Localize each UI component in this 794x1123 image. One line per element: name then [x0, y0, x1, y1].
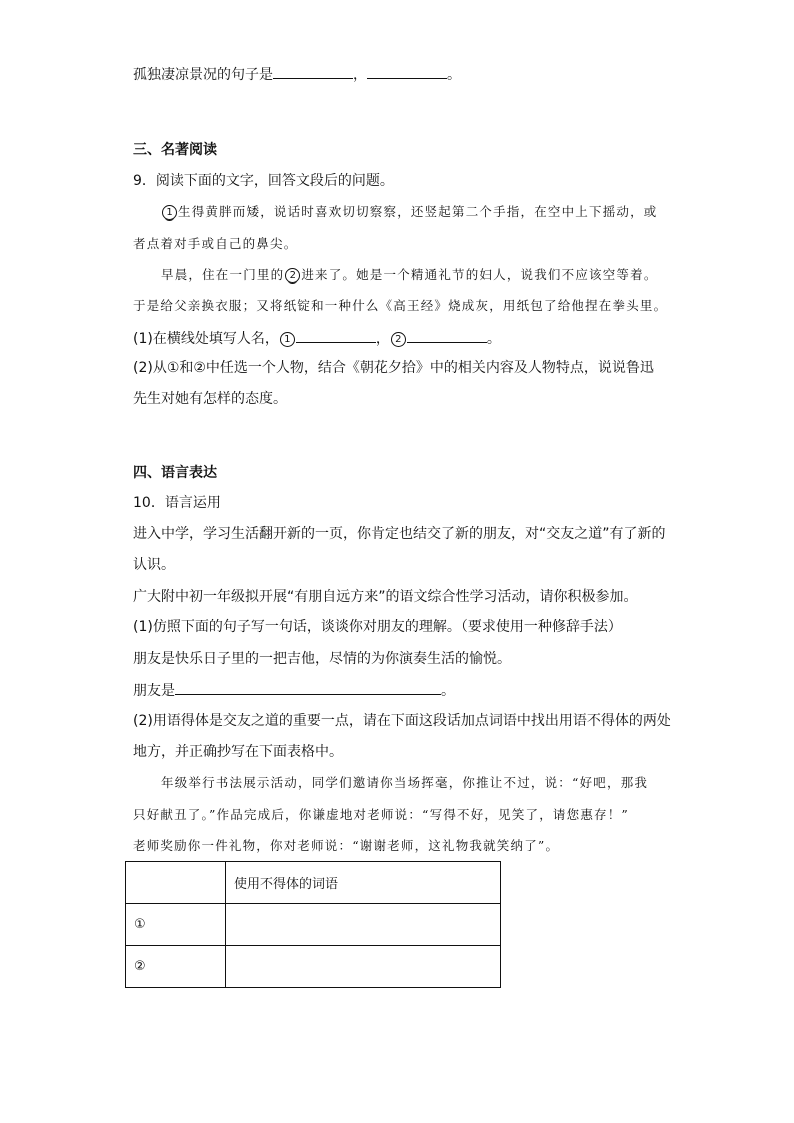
question-title: 10．语言运用 — [133, 495, 221, 511]
answer-blank[interactable] — [273, 64, 353, 79]
sub-question: (1)仿照下面的句子写一句话，谈谈你对朋友的理解。（要求使用一种修辞手法） — [133, 619, 622, 635]
sub-question: 先生对她有怎样的态度。 — [133, 391, 287, 407]
section-heading: 四、语言表达 — [133, 465, 217, 481]
body-text: 进入中学，学习生活翻开新的一页，你肯定也结交了新的朋友，对“交友之道”有了新的 — [133, 526, 666, 542]
passage-line: 老师奖励你一件礼物，你对老师说：“谢谢老师，这礼物我就笑纳了”。 — [133, 838, 560, 853]
table-row — [126, 862, 501, 904]
circled-number: 1 — [162, 205, 177, 220]
circled-number: 1 — [280, 332, 295, 347]
sub-question: 地方，并正确抄写在下面表格中。 — [133, 744, 343, 760]
table-header-cell: 使用不得体的词语 — [226, 862, 501, 904]
sub-question: (2)从①和②中任选一个人物，结合《朝花夕拾》中的相关内容及人物特点，说说鲁迅 — [133, 360, 654, 376]
passage-line: 早晨，住在一门里的 2 进来了。她是一个精通礼节的妇人，说我们不应该空等着。 — [161, 267, 658, 282]
question-title: 9．阅读下面的文字，回答文段后的问题。 — [133, 173, 394, 189]
passage-line: 1 生得黄胖而矮，说话时喜欢切切察察，还竖起第二个手指，在空中上下摇动，或 — [161, 202, 658, 222]
section-heading: 三、名著阅读 — [133, 142, 217, 158]
table-row — [126, 946, 501, 988]
sub-question: (1)在横线处填写人名， 1 ， 2 。 — [133, 328, 501, 349]
answer-blank[interactable] — [407, 328, 487, 343]
row-label: ① — [126, 904, 226, 946]
body-text: 广大附中初一年级拟开展“有朋自远方来”的语文综合性学习活动，请你积极参加。 — [133, 589, 638, 605]
circled-number: 2 — [391, 332, 406, 347]
answer-blank[interactable] — [175, 680, 441, 695]
body-text: 认识。 — [133, 557, 175, 573]
answer-table — [125, 861, 501, 988]
passage-line: 者点着对手或自己的鼻尖。 — [133, 236, 298, 251]
passage-line: 于是给父亲换衣服；又将纸锭和一种什么《高王经》烧成灰，用纸包了给他捏在拳头里。 — [133, 298, 668, 313]
row-label: ② — [126, 946, 226, 988]
fill-in-line: 朋友是 。 — [133, 680, 455, 701]
passage-line: 年级举行书法展示活动，同学们邀请你当场挥毫，你推让不过，说：“好吧，那我 — [161, 775, 649, 790]
answer-blank[interactable] — [367, 64, 447, 79]
example-sentence: 朋友是快乐日子里的一把吉他，尽情的为你演奏生活的愉悦。 — [133, 651, 511, 667]
passage-line: 只好献丑了。”作品完成后，你谦虚地对老师说：“写得不好，见笑了，请您惠存！” — [133, 807, 630, 822]
sub-question: (2)用语得体是交友之道的重要一点，请在下面这段话加点词语中找出用语不得体的两处 — [133, 713, 671, 729]
table-cell — [126, 862, 226, 904]
answer-cell[interactable] — [226, 904, 501, 946]
answer-blank[interactable] — [296, 328, 376, 343]
prev-question-line: 孤独凄凉景况的句子是 ， 。 — [133, 64, 461, 85]
circled-number: 2 — [285, 268, 300, 283]
answer-cell[interactable] — [226, 946, 501, 988]
table-row — [126, 904, 501, 946]
